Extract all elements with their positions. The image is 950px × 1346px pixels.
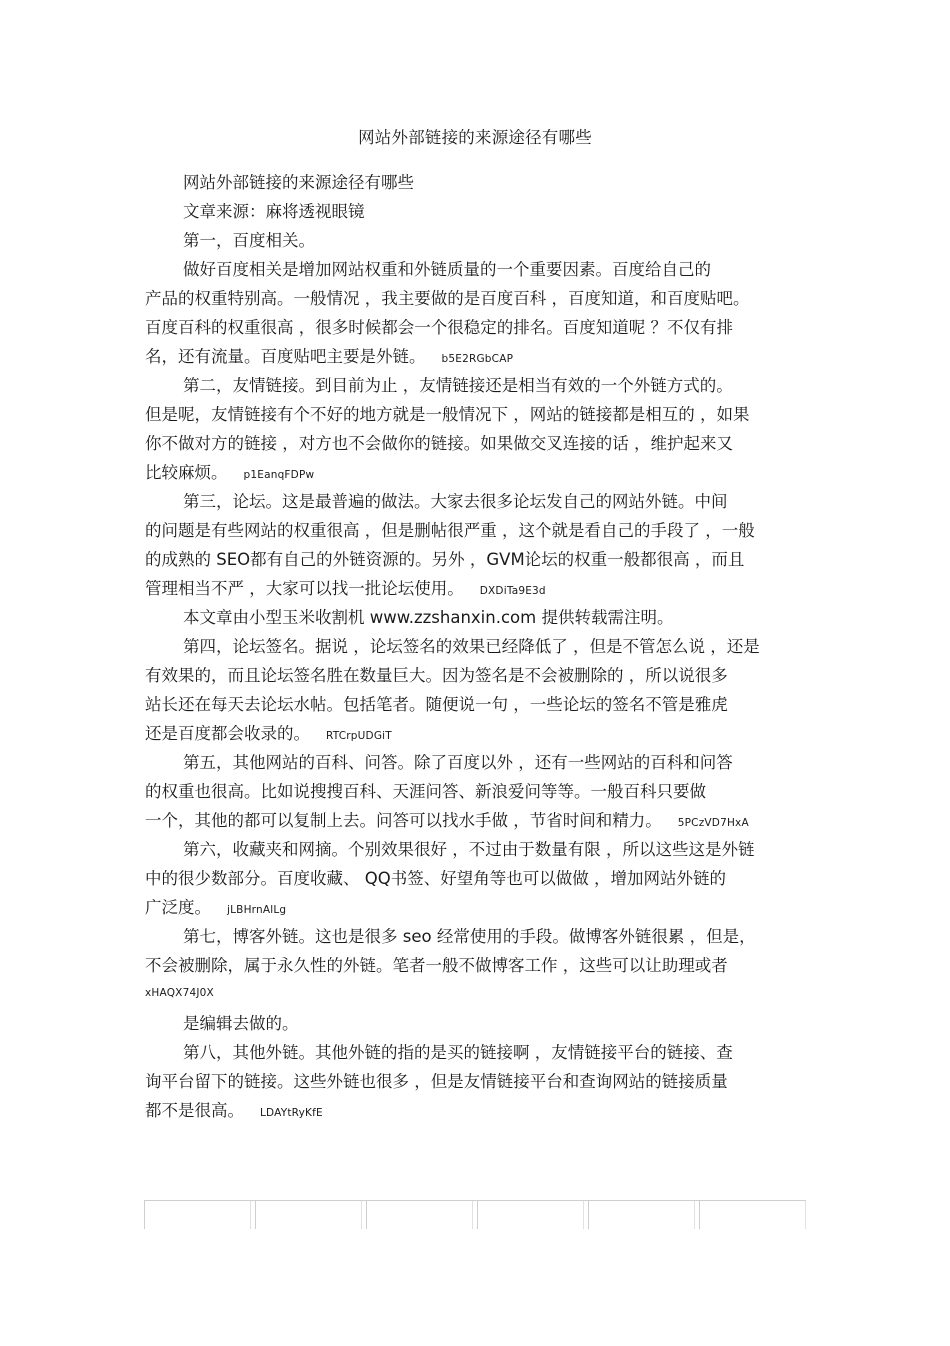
footer-cell [699,1201,806,1229]
paragraph-line: 第五，其他网站的百科、问答。除了百度以外 ，还有一些网站的百科和问答 [183,753,733,772]
code-label: LDAYtRyKfE [260,1107,323,1119]
paragraph-line: 不会被删除，属于永久性的外链。笔者一般不做博客工作 ，这些可以让助理或者 [145,956,728,975]
paragraph-line [145,810,749,834]
paragraph-text: 都不是很高。 [145,1101,244,1120]
paragraph-line: 做好百度相关是增加网站权重和外链质量的一个重要因素。百度给自己的 [183,260,711,279]
paragraph-line [145,462,314,486]
code-label: b5E2RGbCAP [441,353,514,365]
paragraph-line: 询平台留下的链接。这些外链也很多 ，但是友情链接平台和查询网站的链接质量 [145,1072,728,1091]
code-label: 5PCzVD7HxA [677,817,749,829]
paragraph-text: 广泛度。 [145,898,211,917]
paragraph-line: 第八，其他外链。其他外链的指的是买的链接啊 ，友情链接平台的链接、查 [183,1043,733,1062]
paragraph-line: 百度百科的权重很高 ，很多时候都会一个很稳定的排名。百度知道呢 ？不仅有排 [145,318,733,337]
footer-cell [477,1201,584,1229]
paragraph-line [145,346,513,370]
paragraph-text: 一个，其他的都可以复制上去。问答可以找水手做 ，节省时间和精力。 [145,811,662,830]
paragraph-line [145,723,392,747]
paragraph-line: 你不做对方的链接 ，对方也不会做你的链接。如果做交叉连接的话 ，维护起来又 [145,434,733,453]
footer-table-frame [144,1200,806,1229]
paragraph-line: 第二，友情链接。到目前为止 ，友情链接还是相当有效的一个外链方式的。 [183,376,733,395]
paragraph-text: 还是百度都会收录的。 [145,724,310,743]
paragraph-line: 中的很少数部分。百度收藏、 QQ书签、好望角等也可以做做 ，增加网站外链的 [145,869,726,888]
paragraph-line [145,578,546,602]
code-label: p1EanqFDPw [243,469,315,481]
page-title: 网站外部链接的来源途径有哪些 [358,128,592,147]
section-heading-1: 第一，百度相关。 [183,231,315,250]
footer-cell [588,1201,695,1229]
paragraph-line: 第七，博客外链。这也是很多 seo 经常使用的手段。做博客外链很累 ，但是， [183,927,756,946]
code-label: jLBHrnAlLg [227,904,287,916]
article-source: 文章来源：麻将透视眼镜 [183,202,365,221]
paragraph-line: 的权重也很高。比如说搜搜百科、天涯问答、新浪爱问等等。一般百科只要做 [145,782,706,801]
footer-cell [144,1201,251,1229]
paragraph-line: 第六，收藏夹和网摘。个别效果很好 ，不过由于数量有限 ，所以这些这是外链 [183,840,755,859]
paragraph-line: 的成熟的 SEO都有自己的外链资源的。另外 ，GVM论坛的权重一般都很高 ，而且 [145,550,745,569]
code-label: DXDiTa9E3d [479,585,546,597]
paragraph-line: 的问题是有些网站的权重很高 ，但是删帖很严重 ，这个就是看自己的手段了 ，一般 [145,521,755,540]
paragraph-line: 产品的权重特别高。一般情况 ，我主要做的是百度百科 ，百度知道，和百度贴吧。 [145,289,750,308]
paragraph-line: 第三，论坛。这是最普遍的做法。大家去很多论坛发自己的网站外链。中间 [183,492,728,511]
footer-cell [255,1201,362,1229]
paragraph-line [145,897,286,921]
code-label: RTCrpUDGiT [326,730,392,742]
promo-line: 本文章由小型玉米收割机 www.zzshanxin.com 提供转载需注明。 [183,608,674,627]
code-label: xHAQX74J0X [145,987,214,999]
paragraph-line: 但是呢，友情链接有个不好的地方就是一般情况下 ，网站的链接都是相互的 ，如果 [145,405,750,424]
paragraph-line: 有效果的，而且论坛签名胜在数量巨大。因为签名是不会被删除的 ，所以说很多 [145,666,728,685]
paragraph-text: 名，还有流量。百度贴吧主要是外链。 [145,347,426,366]
paragraph-line: 是编辑去做的。 [183,1014,299,1033]
paragraph-text: 管理相当不严 ，大家可以找一批论坛使用。 [145,579,464,598]
paragraph-line: 站长还在每天去论坛水帖。包括笔者。随便说一句 ，一些论坛的签名不管是雅虎 [145,695,728,714]
paragraph-text: 比较麻烦。 [145,463,228,482]
doc-heading: 网站外部链接的来源途径有哪些 [183,173,414,192]
paragraph-line [145,1100,323,1124]
paragraph-line: 第四，论坛签名。据说 ，论坛签名的效果已经降低了 ，但是不管怎么说 ，还是 [183,637,760,656]
footer-cell [366,1201,473,1229]
